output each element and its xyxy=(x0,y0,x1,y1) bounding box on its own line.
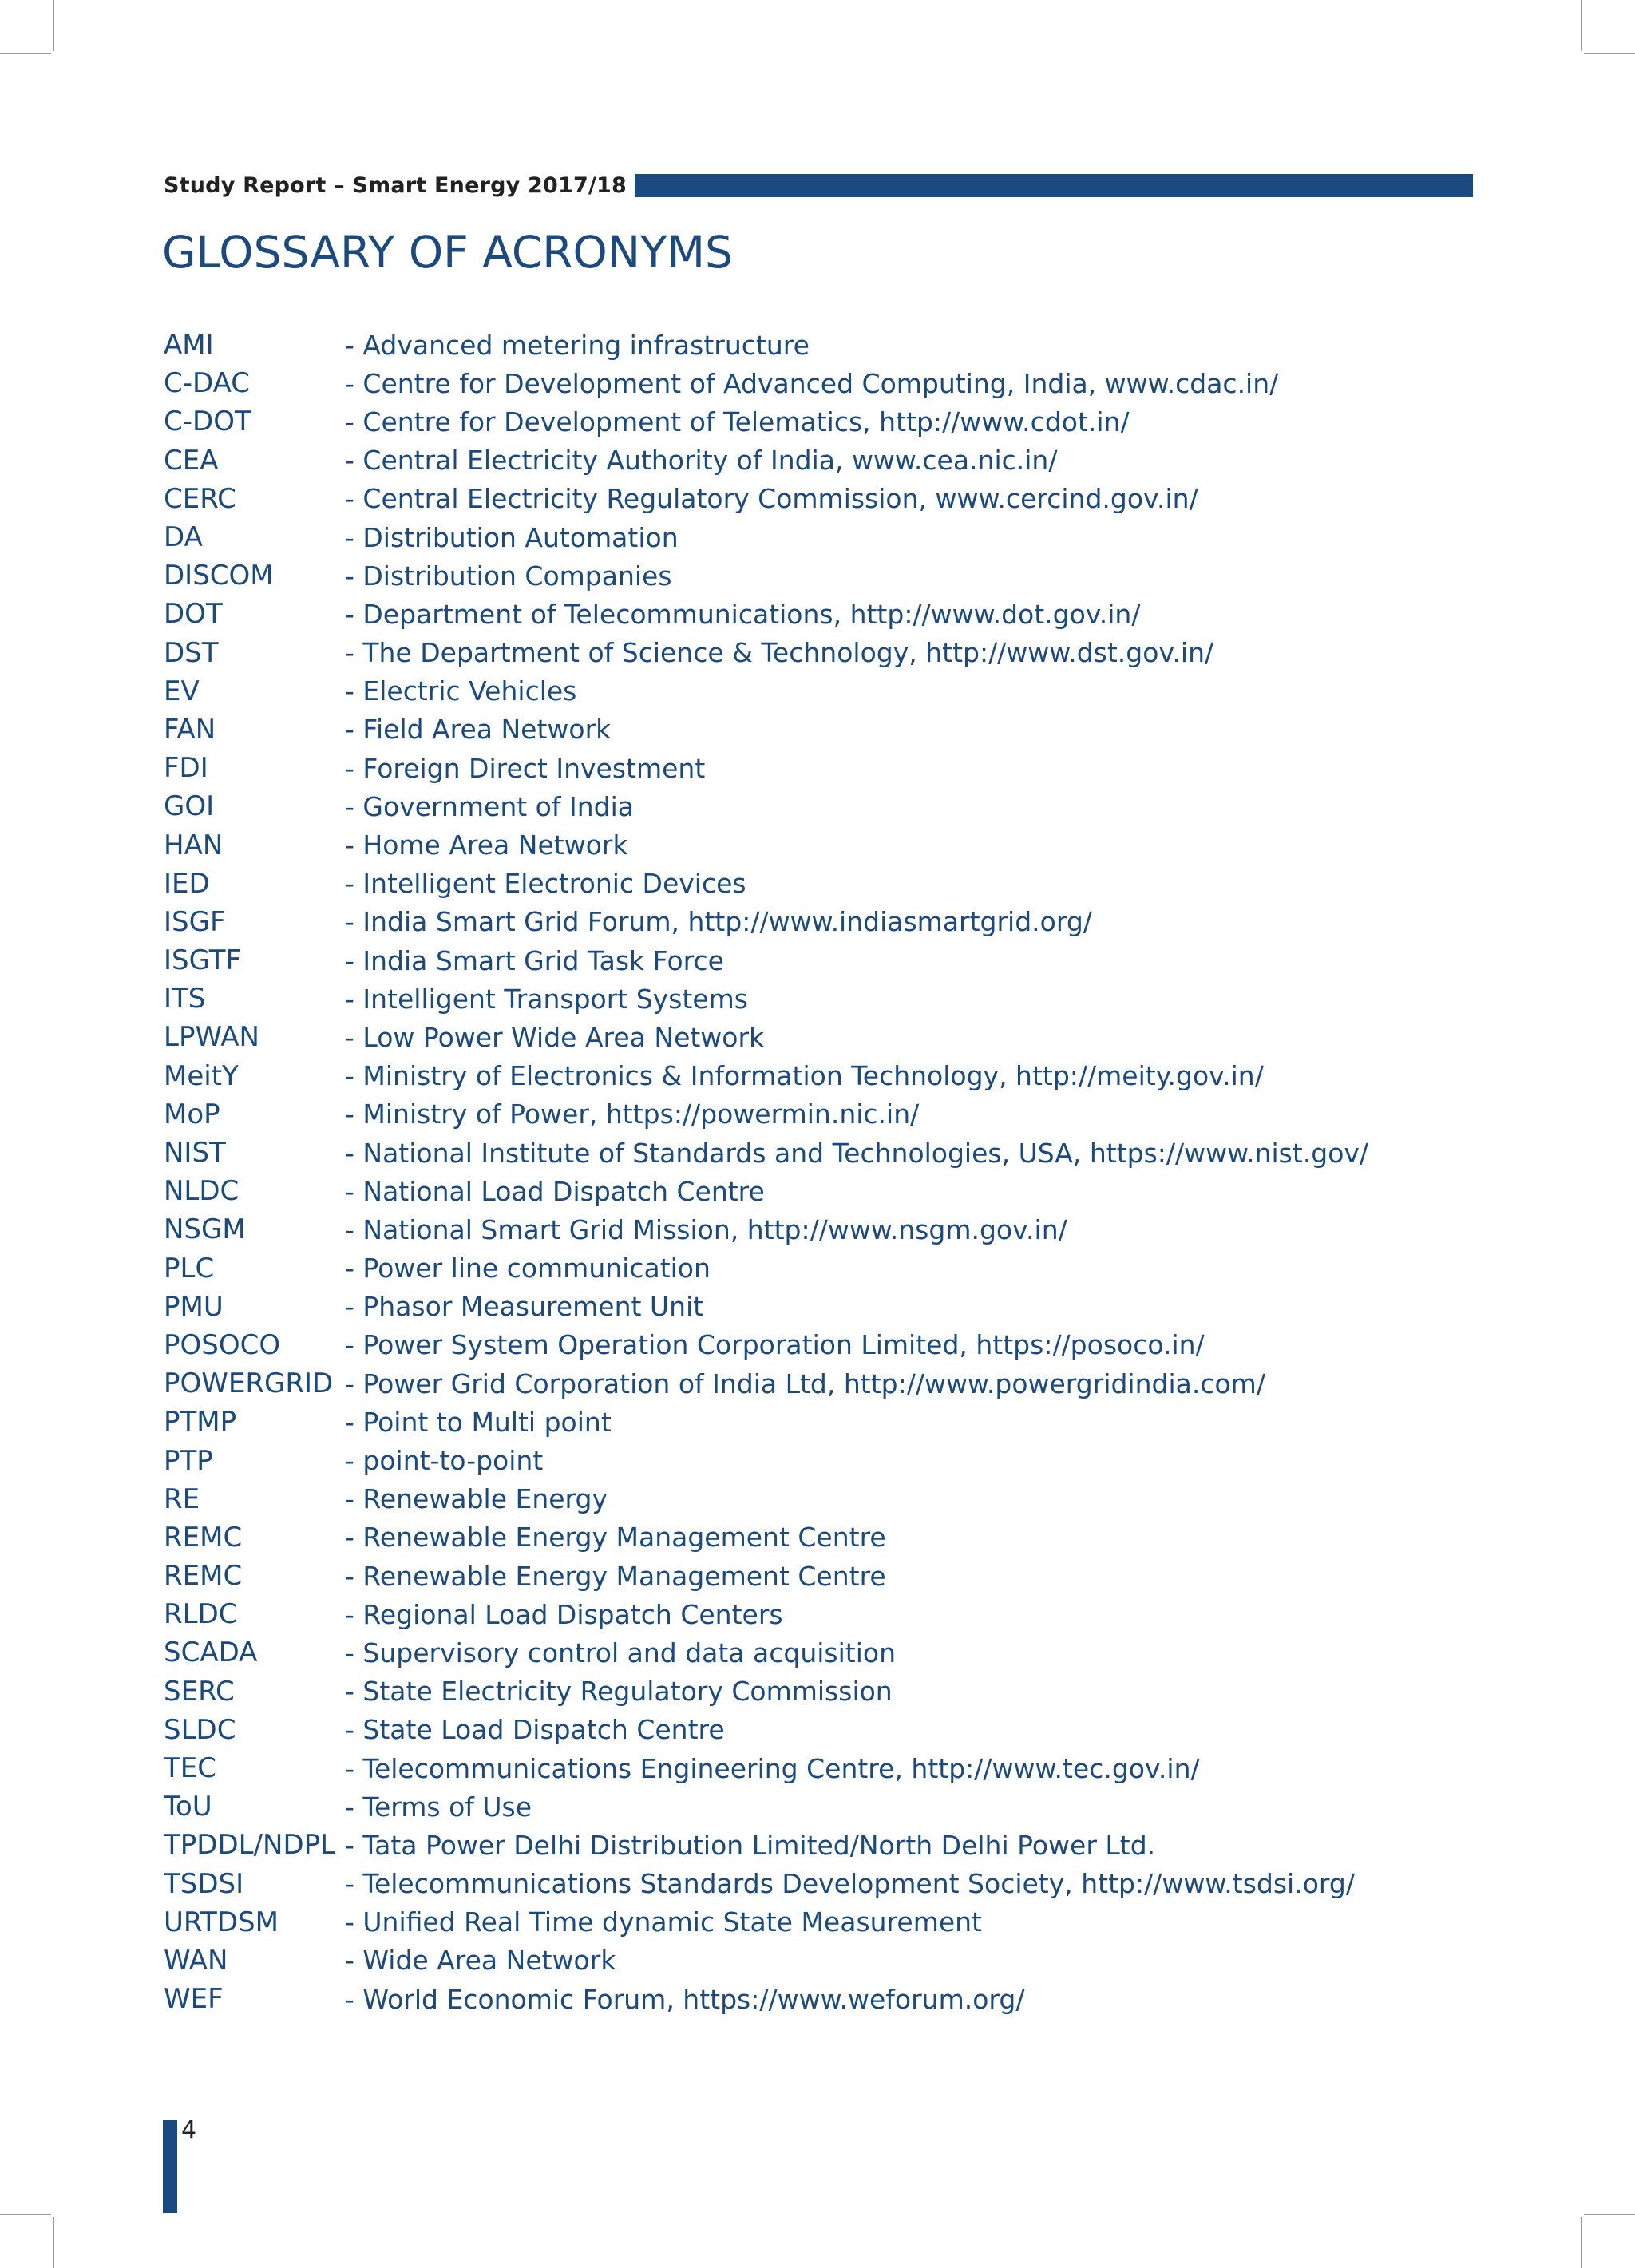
glossary-entry xyxy=(164,1134,1473,1172)
glossary-entry xyxy=(164,1364,1473,1403)
glossary-acronym: NIST xyxy=(164,1137,226,1170)
glossary-acronym: CEA xyxy=(164,444,219,477)
glossary-definition: - World Economic Forum, https://www.weforum.org/ xyxy=(345,1983,1025,2015)
glossary-acronym: IED xyxy=(164,867,210,900)
glossary-definition: - Tata Power Delhi Distribution Limited/North Delhi Power Ltd. xyxy=(345,1829,1156,1861)
glossary-acronym: DST xyxy=(164,636,219,669)
glossary-definition: - Intelligent Electronic Devices xyxy=(345,868,746,900)
glossary-acronym: DOT xyxy=(164,598,223,631)
glossary-definition: - Intelligent Transport Systems xyxy=(345,983,748,1015)
glossary-definition: - Supervisory control and data acquisition xyxy=(345,1637,896,1668)
glossary-entry xyxy=(164,1172,1473,1210)
glossary-definition: - Foreign Direct Investment xyxy=(345,752,706,784)
glossary-acronym: SERC xyxy=(164,1675,235,1708)
glossary-entry xyxy=(164,595,1473,633)
glossary-entry xyxy=(164,1672,1473,1711)
glossary-acronym: REMC xyxy=(164,1560,243,1593)
glossary-acronym: TSDSI xyxy=(164,1867,244,1900)
glossary-definition: - Centre for Development of Telematics, http://www.cdot.in/ xyxy=(345,406,1130,437)
glossary-acronym: MeitY xyxy=(164,1059,239,1092)
glossary-entry xyxy=(164,980,1473,1018)
glossary-entry xyxy=(164,634,1473,672)
glossary-acronym: PTMP xyxy=(164,1406,237,1439)
glossary-definition: - Distribution Automation xyxy=(345,521,679,553)
glossary-acronym: HAN xyxy=(164,829,224,861)
glossary-definition: - Terms of Use xyxy=(345,1791,532,1823)
glossary-acronym: FDI xyxy=(164,752,208,785)
glossary-acronym: ITS xyxy=(164,983,206,1015)
glossary-definition: - Low Power Wide Area Network xyxy=(345,1021,765,1053)
glossary-definition: - Distribution Companies xyxy=(345,560,672,592)
glossary-entry xyxy=(164,518,1473,556)
glossary-entry xyxy=(164,1057,1473,1095)
glossary-acronym: ISGTF xyxy=(164,944,242,977)
glossary-entry xyxy=(164,1903,1473,1941)
glossary-acronym: SLDC xyxy=(164,1713,236,1746)
glossary-entry xyxy=(164,1787,1473,1826)
glossary-acronym: PMU xyxy=(164,1290,224,1323)
glossary-entry xyxy=(164,1095,1473,1134)
glossary-entry xyxy=(164,1557,1473,1595)
glossary-definition: - Renewable Energy Management Centre xyxy=(345,1560,886,1592)
glossary-acronym: C-DAC xyxy=(164,367,250,400)
crop-mark-bottom-right-vertical xyxy=(1581,2217,1582,2268)
glossary-entry xyxy=(164,441,1473,480)
glossary-entry xyxy=(164,1749,1473,1787)
glossary-acronym: CERC xyxy=(164,482,236,515)
glossary-entry xyxy=(164,710,1473,749)
glossary-entry xyxy=(164,787,1473,825)
glossary-acronym: REMC xyxy=(164,1521,243,1554)
glossary-entry xyxy=(164,1941,1473,1980)
glossary-definition: - National Smart Grid Mission, http://www.nsgm.gov.in/ xyxy=(345,1213,1067,1245)
running-header xyxy=(164,169,1473,201)
glossary-definition: - India Smart Grid Forum, http://www.indiasmartgrid.org/ xyxy=(345,906,1092,938)
glossary-entry xyxy=(164,364,1473,402)
glossary-definition: - Telecommunications Standards Development Society, http://www.tsdsi.org/ xyxy=(345,1868,1355,1900)
glossary-acronym: TEC xyxy=(164,1752,216,1785)
glossary-entry xyxy=(164,1326,1473,1364)
glossary-acronym: C-DOT xyxy=(164,406,251,438)
glossary-entry xyxy=(164,1980,1473,2018)
glossary-definition: - Unified Real Time dynamic State Measurement xyxy=(345,1906,982,1938)
glossary-definition: - National Load Dispatch Centre xyxy=(345,1175,765,1207)
glossary-acronym: LPWAN xyxy=(164,1021,259,1054)
glossary-acronym: RE xyxy=(164,1482,200,1515)
glossary-definition: - Government of India xyxy=(345,790,634,822)
glossary-entry xyxy=(164,1403,1473,1441)
glossary-acronym: ToU xyxy=(164,1791,212,1823)
glossary-acronym: POSOCO xyxy=(164,1328,281,1361)
running-header-title: Study Report – Smart Energy 2017/18 xyxy=(164,172,627,198)
glossary-definition: - Field Area Network xyxy=(345,714,612,746)
glossary-acronym: AMI xyxy=(164,329,214,362)
glossary-acronym: DISCOM xyxy=(164,560,274,592)
glossary-entry xyxy=(164,1480,1473,1518)
glossary-definition: - The Department of Science & Technology, http://www.dst.gov.in/ xyxy=(345,637,1214,669)
page-title: GLOSSARY OF ACRONYMS xyxy=(162,227,733,278)
glossary-entry xyxy=(164,1441,1473,1479)
crop-mark-top-left-horizontal xyxy=(0,53,51,54)
glossary-entry xyxy=(164,556,1473,595)
glossary-entry xyxy=(164,1518,1473,1557)
glossary-definition: - Point to Multi point xyxy=(345,1406,612,1438)
glossary-acronym: DA xyxy=(164,521,203,554)
glossary-definition: - India Smart Grid Task Force xyxy=(345,944,724,976)
crop-mark-top-right-vertical xyxy=(1581,0,1582,51)
glossary-definition: - Central Electricity Regulatory Commission, www.cercind.gov.in/ xyxy=(345,483,1198,515)
glossary-definition: - Regional Load Dispatch Centers xyxy=(345,1598,783,1630)
glossary-entry xyxy=(164,749,1473,787)
glossary-definition: - Electric Vehicles xyxy=(345,675,577,707)
glossary-entry xyxy=(164,1711,1473,1749)
glossary-entry xyxy=(164,326,1473,364)
glossary-definition: - State Load Dispatch Centre xyxy=(345,1714,725,1746)
glossary-entry xyxy=(164,941,1473,980)
glossary-definition: - Telecommunications Engineering Centre, http://www.tec.gov.in/ xyxy=(345,1752,1200,1784)
glossary-definition: - National Institute of Standards and Technologies, USA, https://www.nist.gov/ xyxy=(345,1137,1369,1169)
glossary-definition: - Ministry of Electronics & Information Technology, http://meity.gov.in/ xyxy=(345,1060,1264,1092)
glossary-entry xyxy=(164,865,1473,903)
crop-mark-top-right-horizontal xyxy=(1584,53,1635,54)
glossary-entry xyxy=(164,1288,1473,1326)
glossary-definition: - Power line communication xyxy=(345,1253,711,1284)
glossary-entry xyxy=(164,903,1473,941)
crop-mark-bottom-right-horizontal xyxy=(1584,2214,1635,2215)
glossary-definition: - Advanced metering infrastructure xyxy=(345,329,810,361)
glossary-acronym: TPDDL/NDPL xyxy=(164,1829,336,1862)
crop-mark-bottom-left-horizontal xyxy=(0,2214,51,2215)
glossary-acronym: PLC xyxy=(164,1252,215,1284)
glossary-acronym: ISGF xyxy=(164,905,226,938)
glossary-entry xyxy=(164,1210,1473,1249)
crop-mark-bottom-left-vertical xyxy=(53,2217,54,2268)
glossary-list xyxy=(164,326,1473,2018)
page-number: 4 xyxy=(181,2116,197,2144)
glossary-acronym: GOI xyxy=(164,790,215,823)
glossary-acronym: POWERGRID xyxy=(164,1368,334,1400)
glossary-definition: - Department of Telecommunications, http://www.dot.gov.in/ xyxy=(345,598,1141,630)
glossary-definition: - Ministry of Power, https://powermin.nic.in/ xyxy=(345,1098,920,1130)
glossary-definition: - Phasor Measurement Unit xyxy=(345,1291,704,1323)
glossary-entry xyxy=(164,402,1473,441)
glossary-acronym: RLDC xyxy=(164,1598,238,1631)
glossary-entry xyxy=(164,1249,1473,1288)
glossary-acronym: FAN xyxy=(164,713,216,746)
glossary-definition: - Power System Operation Corporation Limited, https://posoco.in/ xyxy=(345,1329,1205,1361)
running-header-bar xyxy=(635,174,1473,197)
glossary-definition: - Central Electricity Authority of India, www.cea.nic.in/ xyxy=(345,445,1058,477)
glossary-acronym: NLDC xyxy=(164,1175,240,1208)
glossary-definition: - State Electricity Regulatory Commission xyxy=(345,1676,893,1708)
glossary-entry xyxy=(164,1595,1473,1633)
crop-mark-top-left-vertical xyxy=(53,0,54,51)
glossary-entry xyxy=(164,825,1473,864)
glossary-acronym: NSGM xyxy=(164,1213,246,1246)
glossary-definition: - Renewable Energy Management Centre xyxy=(345,1522,886,1554)
glossary-acronym: EV xyxy=(164,675,200,707)
glossary-definition: - Wide Area Network xyxy=(345,1945,616,1977)
glossary-entry xyxy=(164,1826,1473,1864)
glossary-entry xyxy=(164,480,1473,518)
glossary-definition: - Centre for Development of Advanced Computing, India, www.cdac.in/ xyxy=(345,367,1279,399)
page-marker-bar xyxy=(163,2120,177,2213)
glossary-definition: - Power Grid Corporation of India Ltd, http://www.powergridindia.com/ xyxy=(345,1368,1265,1399)
glossary-entry xyxy=(164,1018,1473,1056)
glossary-acronym: URTDSM xyxy=(164,1906,279,1938)
glossary-definition: - Renewable Energy xyxy=(345,1483,608,1515)
glossary-acronym: WEF xyxy=(164,1983,224,2016)
glossary-definition: - point-to-point xyxy=(345,1445,544,1477)
glossary-entry xyxy=(164,1865,1473,1903)
glossary-acronym: PTP xyxy=(164,1444,213,1477)
glossary-entry xyxy=(164,1633,1473,1672)
glossary-entry xyxy=(164,672,1473,710)
glossary-acronym: MoP xyxy=(164,1098,220,1130)
glossary-definition: - Home Area Network xyxy=(345,829,628,861)
glossary-acronym: WAN xyxy=(164,1944,228,1977)
glossary-acronym: SCADA xyxy=(164,1637,258,1669)
